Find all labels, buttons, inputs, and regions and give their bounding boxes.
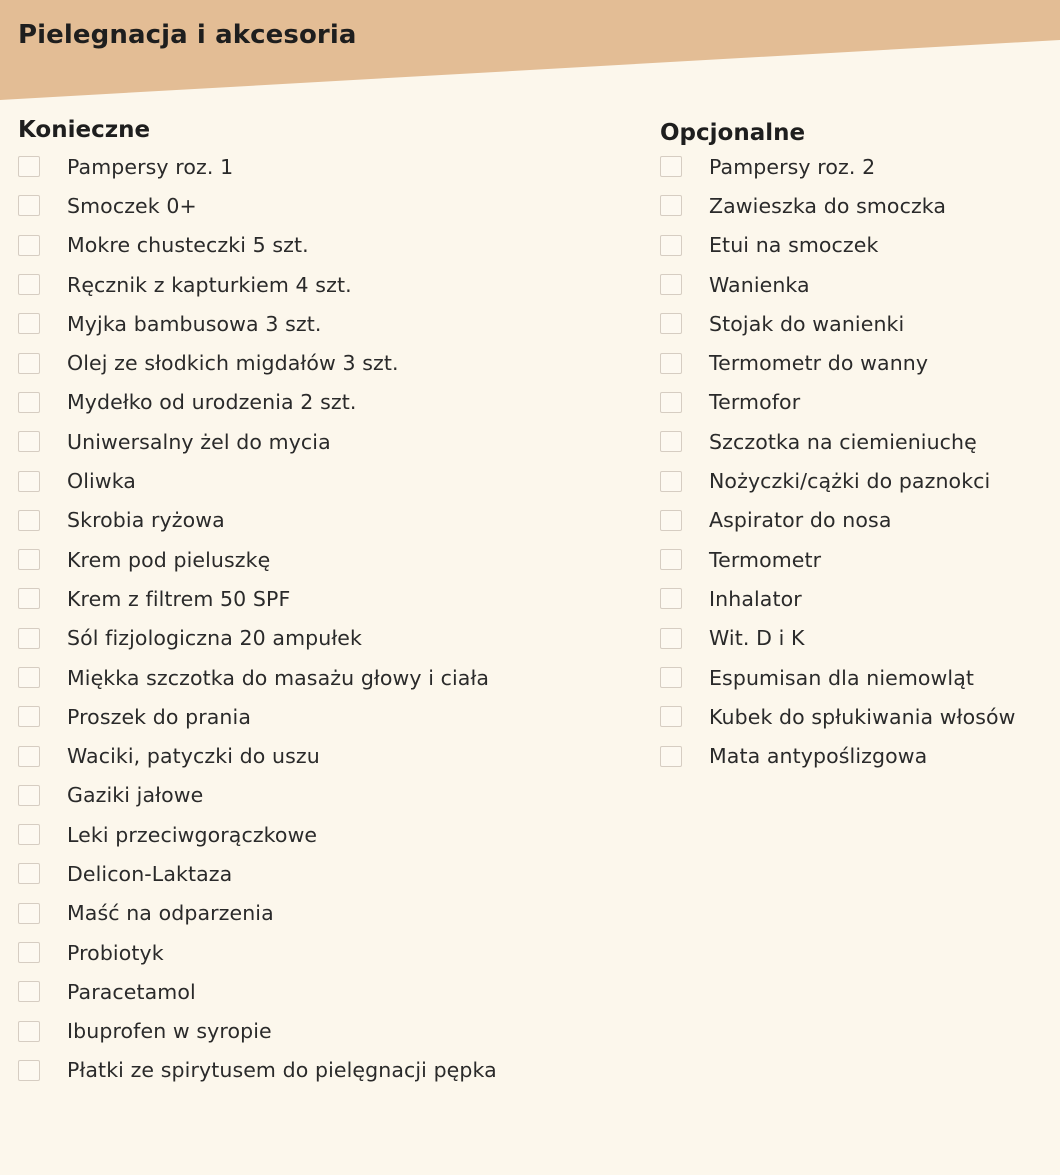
checklist-item[interactable] xyxy=(18,422,638,461)
checklist-item[interactable] xyxy=(18,304,638,343)
checklist-item[interactable] xyxy=(18,226,638,265)
checklist-item[interactable] xyxy=(18,461,638,500)
checkbox[interactable] xyxy=(660,628,682,649)
checkbox[interactable] xyxy=(18,785,40,806)
checklist-item-label: Miękka szczotka do masażu głowy i ciała xyxy=(67,665,490,690)
checklist-item-label: Olej ze słodkich migdałów 3 szt. xyxy=(67,351,399,376)
checklist-item[interactable] xyxy=(18,501,638,540)
header-band xyxy=(0,0,1060,100)
checkbox[interactable] xyxy=(18,903,40,924)
checklist-item-label: Szczotka na ciemieniuchę xyxy=(709,429,977,454)
checklist-item[interactable] xyxy=(18,815,638,854)
checkbox[interactable] xyxy=(660,549,682,570)
checklist-item[interactable] xyxy=(18,383,638,422)
checkbox[interactable] xyxy=(660,667,682,688)
checklist-item-label: Krem pod pieluszkę xyxy=(67,547,271,572)
checklist-item-label: Smoczek 0+ xyxy=(67,193,197,218)
checklist-item-label: Mokre chusteczki 5 szt. xyxy=(67,233,309,258)
checklist-item[interactable] xyxy=(660,186,1060,225)
checkbox[interactable] xyxy=(660,746,682,767)
checklist-item[interactable] xyxy=(660,147,1060,186)
checkbox[interactable] xyxy=(18,195,40,216)
checklist-item-label: Nożyczki/cążki do paznokci xyxy=(709,469,991,494)
checkbox[interactable] xyxy=(660,392,682,413)
checkbox[interactable] xyxy=(18,1021,40,1042)
checklist-item[interactable] xyxy=(18,1012,638,1051)
checkbox[interactable] xyxy=(18,863,40,884)
checklist-item-label: Uniwersalny żel do mycia xyxy=(67,429,331,454)
checklist-item[interactable] xyxy=(18,854,638,893)
checkbox[interactable] xyxy=(18,1060,40,1081)
checkbox[interactable] xyxy=(660,274,682,295)
checkbox[interactable] xyxy=(18,628,40,649)
checkbox[interactable] xyxy=(18,824,40,845)
checklist-item-label: Termofor xyxy=(709,390,801,415)
checklist-item-label: Inhalator xyxy=(709,586,802,611)
checklist-item-label: Mata antypoślizgowa xyxy=(709,744,928,769)
checklist-item[interactable] xyxy=(660,619,1060,658)
checklist-item[interactable] xyxy=(18,540,638,579)
checklist-item-label: Maść na odparzenia xyxy=(67,901,274,926)
checklist-item[interactable] xyxy=(18,147,638,186)
checkbox[interactable] xyxy=(18,706,40,727)
checklist-item-label: Gaziki jałowe xyxy=(67,783,204,808)
checklist-item-label: Zawieszka do smoczka xyxy=(709,193,947,218)
checklist-item[interactable] xyxy=(18,736,638,775)
checklist-item[interactable] xyxy=(660,658,1060,697)
checklist-item-label: Sól fizjologiczna 20 ampułek xyxy=(67,626,362,651)
checklist-item-label: Mydełko od urodzenia 2 szt. xyxy=(67,390,357,415)
checkbox[interactable] xyxy=(18,156,40,177)
checklist-item-label: Leki przeciwgorączkowe xyxy=(67,822,318,847)
checkbox[interactable] xyxy=(18,942,40,963)
checklist-item[interactable] xyxy=(18,972,638,1011)
checklist-item-label: Myjka bambusowa 3 szt. xyxy=(67,311,322,336)
checklist-item[interactable] xyxy=(18,265,638,304)
checklist-item[interactable] xyxy=(18,776,638,815)
checklist-item[interactable] xyxy=(660,579,1060,618)
checklist-item-label: Oliwka xyxy=(67,469,136,494)
checklist-item-label: Delicon-Laktaza xyxy=(67,861,233,886)
checklist-item[interactable] xyxy=(660,304,1060,343)
checklist-item-label: Etui na smoczek xyxy=(709,233,879,258)
checklist-item[interactable] xyxy=(660,540,1060,579)
checkbox[interactable] xyxy=(660,235,682,256)
checklist-item-label: Kubek do spłukiwania włosów xyxy=(709,704,1016,729)
checklist-item[interactable] xyxy=(18,186,638,225)
checklist-item-label: Paracetamol xyxy=(67,979,196,1004)
checklist-item[interactable] xyxy=(18,658,638,697)
checklist-item-label: Proszek do prania xyxy=(67,704,251,729)
checklist-item[interactable] xyxy=(18,579,638,618)
checkbox[interactable] xyxy=(18,667,40,688)
checkbox[interactable] xyxy=(660,195,682,216)
checklist-item[interactable] xyxy=(660,226,1060,265)
checklist-item-label: Termometr xyxy=(709,547,822,572)
checkbox[interactable] xyxy=(18,431,40,452)
checkbox[interactable] xyxy=(660,431,682,452)
checklist-item-label: Stojak do wanienki xyxy=(709,311,905,336)
checkbox[interactable] xyxy=(18,353,40,374)
checklist-item-label: Płatki ze spirytusem do pielęgnacji pępka xyxy=(67,1058,497,1083)
checklist-item-label: Wit. D i K xyxy=(709,626,805,651)
checklist-item-label: Probiotyk xyxy=(67,940,164,965)
checklist-item-label: Ręcznik z kapturkiem 4 szt. xyxy=(67,272,352,297)
checkbox[interactable] xyxy=(18,549,40,570)
checkbox[interactable] xyxy=(18,746,40,767)
checkbox[interactable] xyxy=(660,156,682,177)
checklist-item-label: Aspirator do nosa xyxy=(709,508,892,533)
checkbox[interactable] xyxy=(660,313,682,334)
checkbox[interactable] xyxy=(18,510,40,531)
checklist-item-label: Termometr do wanny xyxy=(709,351,929,376)
page-title: Pielegnacja i akcesoria xyxy=(18,20,357,50)
checklist-item-label: Espumisan dla niemowląt xyxy=(709,665,975,690)
required-heading: Konieczne xyxy=(18,117,151,143)
checklist-item[interactable] xyxy=(18,894,638,933)
checkbox[interactable] xyxy=(18,274,40,295)
checklist-item[interactable] xyxy=(660,265,1060,304)
checkbox[interactable] xyxy=(660,510,682,531)
checklist-item-label: Krem z filtrem 50 SPF xyxy=(67,586,291,611)
checklist-item[interactable] xyxy=(18,933,638,972)
required-list xyxy=(18,154,638,1104)
checkbox[interactable] xyxy=(660,471,682,492)
checkbox[interactable] xyxy=(18,588,40,609)
checkbox[interactable] xyxy=(660,588,682,609)
checkbox[interactable] xyxy=(18,392,40,413)
checkbox[interactable] xyxy=(18,313,40,334)
checklist-item-label: Wanienka xyxy=(709,272,810,297)
optional-column xyxy=(660,118,1060,790)
checkbox[interactable] xyxy=(18,981,40,1002)
checkbox[interactable] xyxy=(660,706,682,727)
optional-list xyxy=(660,154,1060,790)
checklist-item[interactable] xyxy=(660,422,1060,461)
checklist-item[interactable] xyxy=(18,619,638,658)
checklist-item[interactable] xyxy=(660,343,1060,382)
checklist-item-label: Waciki, patyczki do uszu xyxy=(67,744,320,769)
checklist-item[interactable] xyxy=(660,461,1060,500)
checklist-item-label: Ibuprofen w syropie xyxy=(67,1019,272,1044)
checklist-item-label: Pampersy roz. 1 xyxy=(67,154,234,179)
optional-heading: Opcjonalne xyxy=(660,120,806,146)
checklist-item[interactable] xyxy=(18,1051,638,1090)
required-column xyxy=(18,115,638,1104)
checklist-item-label: Pampersy roz. 2 xyxy=(709,154,876,179)
checklist-item[interactable] xyxy=(660,383,1060,422)
checkbox[interactable] xyxy=(660,353,682,374)
checklist-item[interactable] xyxy=(18,343,638,382)
checklist-item[interactable] xyxy=(660,736,1060,775)
checklist-item[interactable] xyxy=(660,697,1060,736)
checklist-item-label: Skrobia ryżowa xyxy=(67,508,225,533)
checkbox[interactable] xyxy=(18,471,40,492)
checkbox[interactable] xyxy=(18,235,40,256)
checklist-item[interactable] xyxy=(18,697,638,736)
checklist-item[interactable] xyxy=(660,501,1060,540)
